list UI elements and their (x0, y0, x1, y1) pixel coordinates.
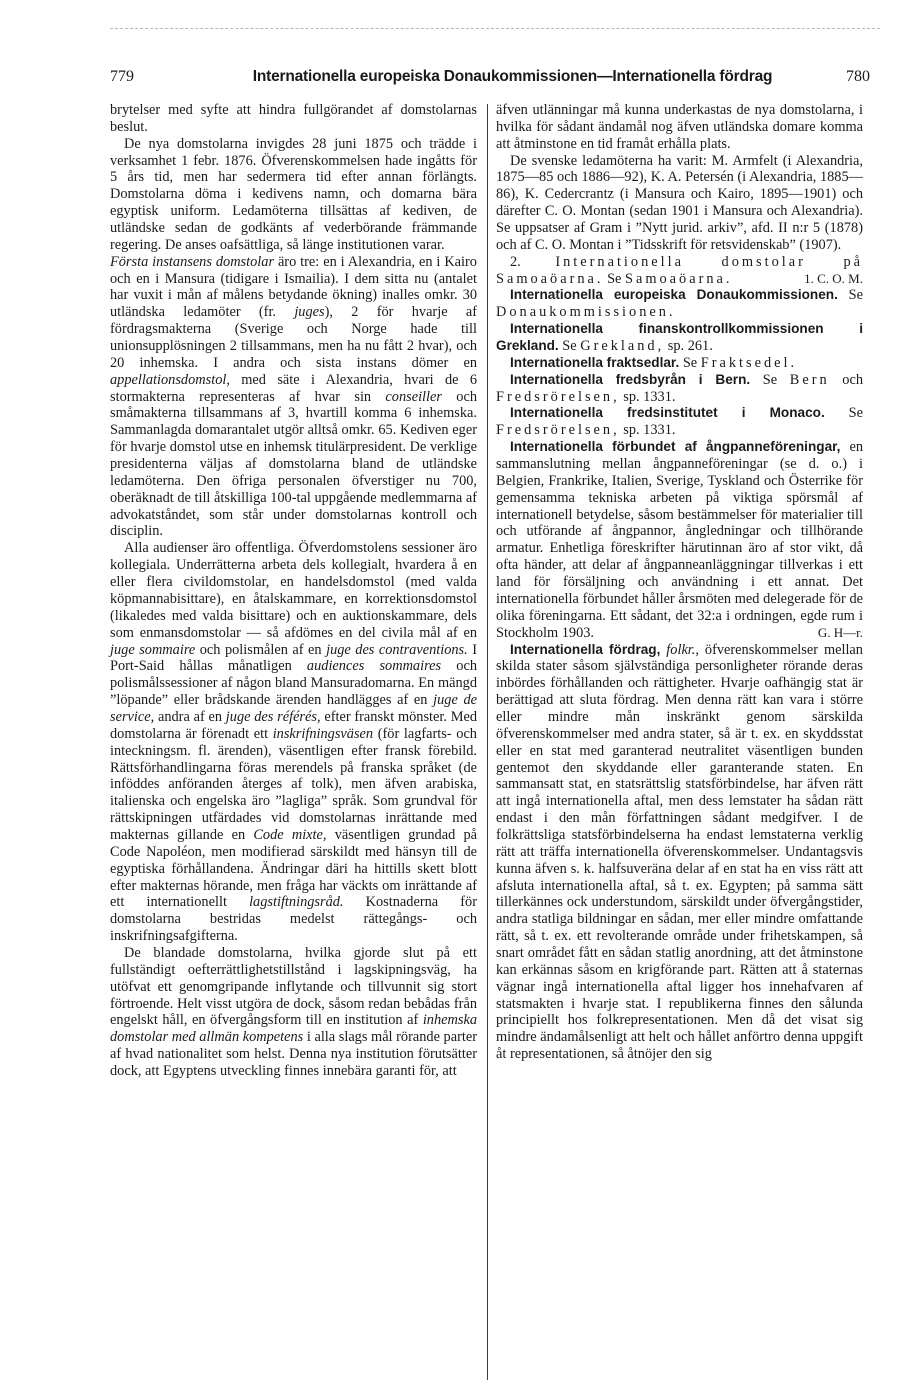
author-signature: G. H—r. (817, 624, 863, 640)
entry-headword: Internationella europeiska Donaukommissionen. (510, 287, 838, 303)
entry-europeiska-donaukommissionen: Internationella europeiska Donaukommissionen. Se Donaukommissionen. (496, 287, 863, 321)
entry-headword: Internationella fredsinstitutet i Monaco. (510, 405, 825, 421)
right-paragraph: 2. Internationella domstolar på Samoaöarna. Se Samoaöarna. 1. C. O. M. (496, 253, 863, 287)
entry-headword: Internationella förbundet af ångpanneföreningar, (510, 439, 841, 455)
right-paragraph: De svenske ledamöterna ha varit: M. Armfelt (i Alexandria, 1875—85 och 1886—92), K. A. Petersén (i Alexandria, 1885—86), K. Cedercrantz (i Mansura och Kairo, 1895—1901) och därefter C. O. Montan (sedan 1901 i Mansura och Alexandria). Se uppsatser af Gram i ”Nytt jurid. arkiv”, afd. II n:r 5 (1878) och af C. O. Montan i ”Tidsskrift för retsvidenskab” (1907). (496, 152, 863, 253)
right-page-number: 780 (846, 68, 870, 85)
entry-fraktsedlar: Internationella fraktsedlar. Se Fraktsedel. (510, 354, 798, 371)
left-column (110, 102, 477, 1080)
left-paragraph: Första instansens domstolar äro tre: en i Alexandria, en i Kairo och en i Mansura (tidigare i Ismailia). I dem sitta nu (antalet har vuxit i mån af målens betydande ökning) inalles omkr. 30 utländska ledamöter (fr. juges), 2 för hvarje af fördragsmakterna (Sverige och Norge hade till unionsupplösningen 2 tillsammans, men ha nu fått 2 hvar), och 20 inhemska. I andra och sista instans dömer en appellationsdomstol, med säte i Alexandria, hvari de 6 stormakterna representeras af hvar sin conseiller och småmakterna tillsammans af 3, hvartill komma 6 inhemska. Sammanlagda domarantalet utgör alltså omkr. 65. Kediven eger för hvarje domstol utse en inhemsk titulärpresident. De verklige presidenterna väljas af domstolarna bland de utländske ledamöterna. Den öfriga personalen öfverstiger nu 700, oberäknadt de till åtskilliga 100-tal uppgående medlemmarna af advokatståndet, som står under domstolarnas kontroll och disciplin. (110, 253, 477, 540)
left-paragraph: Alla audienser äro offentliga. Öfverdomstolens sessioner äro kollegiala. Underrätterna arbeta dels kollegialt, hvardera å en eller flera civildomstolar, en handelsdomstol (med valda köpmannabisittare), en åtalskammare, en korrektionsdomstol (likaledes med valda bisittare) och en auktionskammare, dels som enmansdomstolar — så afdömes en del civila mål af en juge sommaire och polismålen af en juge des contraventions. I Port-Said hållas månatligen audiences sommaires och polismålssessioner af någon bland Mansuradomarna. En mängd ”löpande” eller brådskande ärenden handlägges af en juge de service, andra af en juge des référés, efter franskt mönster. Med domstolarna är förenadt ett inskrifningsväsen (för lagfarts- och inteckningsm. fl. ärenden), väsentligen efter fransk förebild. Rättsförhandlingarna föras merendels på franska språket (de inföddes anföranden återges af tolk), men äfven arabiska, italienska och engelska äro ”lagliga” språk. Som grundval för rättskipningen utfärdades vid domstolarnas inrättande med makternas gillande en Code mixte, väsentligen grundad på Code Napoléon, men modifierad särskildt med hänsyn till de egyptiska förhållandena. Ändringar däri ha hittills skett blott efter makternas hörande, men fråga har väckts om inrättande af ett internationellt lagstiftningsråd. Kostnaderna för domstolarna bestridas medelst rättegångs- och inskrifningsafgifterna. (110, 540, 478, 945)
left-paragraph: De blandade domstolarna, hvilka gjorde slut på ett fullständigt oefterrättlighetstillstånd i lagskipningsväg, ha utöfvat ett genomgripande inflytande och tillvunnit sig stort förtroende. Helt visst utgöra de dock, såsom redan bebådas från engelskt håll, en öfvergångsform till en institution af inhemska domstolar med allmän kompetens i alla slags mål rörande parter af hvad nationalitet som helst. Denna nya institution förutsätter dock, att Egyptens utveckling finnes innebära garanti för, att (110, 944, 477, 1079)
running-head-title: Internationella europeiska Donaukommissionen—Internationella fördrag (252, 68, 773, 85)
entry-headword: Internationella fraktsedlar. (510, 354, 680, 370)
right-paragraph: äfven utlänningar må kunna underkastas de nya domstolarna, i hvilka för sådant ändamål nog äfven utländska domare komma att åtminstone en tid framåt erhålla plats. (496, 102, 863, 152)
entry-forbundet-angpanneforeningar: Internationella förbundet af ångpanneföreningar, en sammanslutning mellan ångpanneföreningar (se d. o.) i Belgien, Frankrike, Italien, Sverige, Tyskland och Österrike för gemensamma tekniska arbeten på viktiga spörsmål af internationell betydelse, såsom bestämmelser för materialier till och utförande af ångpannor, ångledningar och tillhörande armatur. Enhetliga föreskrifter härutinnan äro af stor vikt, då ofta händer, att delar af ångpanneanläggningar tillverkas i ett land för försäljning och användning i ett annat. Det internationella förbundet håller årsmöten med delegerade för de olika föreningarna. Ett sådant, det 32:a i ordningen, egde rum i Stockholm 1903. G. H—r. (496, 439, 863, 641)
entry-headword: Internationella fredsbyrån i Bern. (510, 371, 751, 387)
running-header (110, 68, 870, 90)
left-paragraph: De nya domstolarna invigdes 28 juni 1875 och trädde i verksamhet 1 febr. 1876. Öfverenskommelsen hade ingåtts för 5 års tid, men har sedermera tid efter annan förlängts. Domstolarna döma i kedivens namn, och domarna bära egyptisk uniform. Ledamöterna tillsättas af kediven, de utländske sedan de godkänts af vederbörande främmande regering. De anses oafsättliga, så länge institutionen varar. (110, 135, 477, 253)
entry-headword: Internationella fördrag, (510, 641, 661, 657)
entry-finanskontrollkommissionen: Internationella finanskontrollkommissionen i Grekland. Se Grekland, sp. 261. (496, 321, 863, 355)
entry-fordrag: Internationella fördrag, folkr., öfverenskommelser mellan skilda stater såsom självständiga personligheter rörande deras inbördes förhållanden och rättigheter. Hvarje oafhängig stat är berättigad att sluta fördrag. Men denna rätt kan vara i större eller mindre mån inskränkt genom särskilda öfverenskommelser med andra stater, så är t. ex. en skyddsstat eller en stat med garanterad neutralitet väsentligen bunden gentemot den skyddande eller garanterande staten. En sammansatt stat, en statsrättslig statsförbindelse, har äfven rätt att ingå internationella aftal, men dess lemstater ha sådan rätt endast i den mån författningen sådant medgifver. I de folkrättsliga statsförbindelserna ha endast lemstaterna verklig rätt att träffa internationella öfverenskommelser. Undantagsvis kunna äfven s. k. halfsuveräna delar af en stat ha en viss rätt att afsluta internationella aftal, så t. ex. Egypten; på samma sätt tillerkännes ock understundom, särskildt under öfvergångstider, andra statliga bildningar en sådan, mer eller mindre omfattande rätt, så t. ex. ett revolterande område under frihetskampen, så snart området fått en sådan statlig anordning, att det åtminstone kan erkännas såsom en krigförande part. Rätten att å staternas vägnar ingå internationella aftal ligger hos innehafvaren af statsmakten i hvarje stat. I republikerna finnes den sålunda principiellt hos folkrepresentationen. Men då det visat sig mindre ändamålsenligt att helt och hållet anförtro denna uppgift åt representationen, så åtnöjer den sig (496, 641, 863, 1063)
column-divider (487, 104, 488, 1380)
entry-headword: Internationella finanskontrollkommissionen i Grekland. (496, 321, 863, 354)
entry-fredsinstitutet-monaco: Internationella fredsinstitutet i Monaco. Se Fredsrörelsen, sp. 1331. (496, 405, 863, 439)
left-paragraph: brytelser med syfte att hindra fullgörandet af domstolarnas beslut. (110, 102, 477, 135)
entry-fredsbyran-bern: Internationella fredsbyrån i Bern. Se Bern och Fredsrörelsen, sp. 1331. (496, 371, 863, 405)
left-page-number: 779 (110, 68, 134, 85)
top-rule (110, 28, 880, 29)
right-column (496, 102, 863, 1063)
